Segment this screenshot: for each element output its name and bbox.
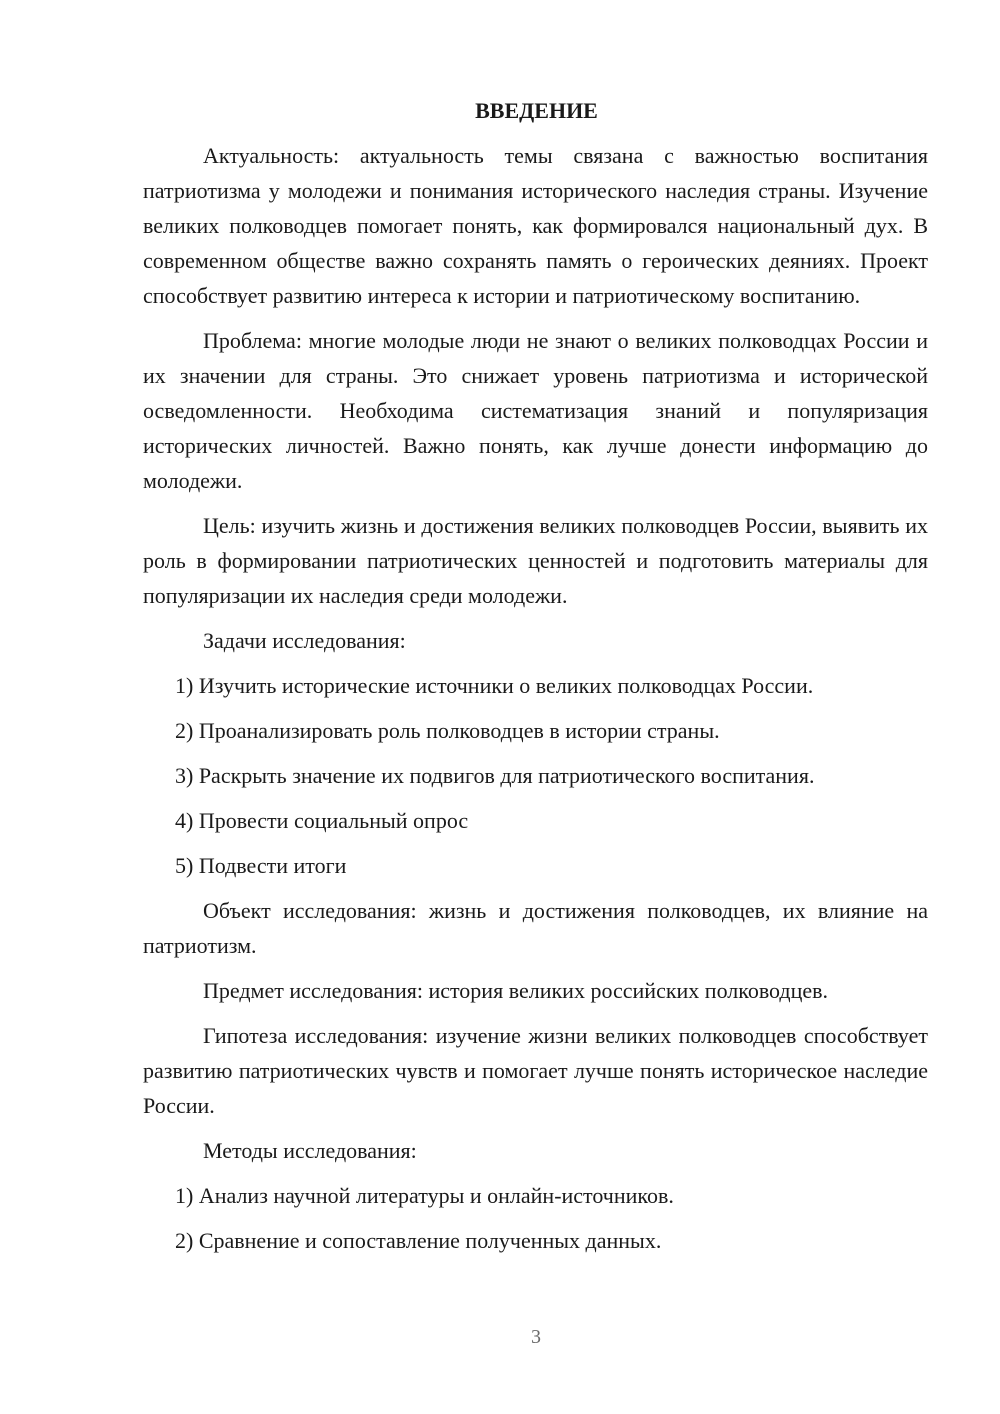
goal-paragraph: Цель: изучить жизнь и достижения великих полководцев России, выявить их роль в формировании патриотических ценностей и подготовить материалы для популяризации их наследия среди молодежи. (143, 513, 928, 608)
tasks-list (143, 668, 928, 883)
task-item: 3) Раскрыть значение их подвигов для патриотического воспитания. (175, 763, 815, 788)
document-page (143, 96, 928, 1268)
object-paragraph: Объект исследования: жизнь и достижения полководцев, их влияние на патриотизм. (143, 898, 928, 958)
hypothesis-paragraph: Гипотеза исследования: изучение жизни великих полководцев способствует развитию патриотических чувств и помогает лучше понять историческое наследие России. (143, 1023, 928, 1118)
task-item: 5) Подвести итоги (175, 853, 347, 878)
method-item: 1) Анализ научной литературы и онлайн-источников. (175, 1183, 674, 1208)
relevance-paragraph: Актуальность: актуальность темы связана с важностью воспитания патриотизма у молодежи и понимания исторического наследия страны. Изучение великих полководцев помогает понять, как формировался национальный дух. В современном обществе важно сохранять память о героических деяниях. Проект способствует развитию интереса к истории и патриотическому воспитанию. (143, 143, 928, 308)
tasks-label: Задачи исследования: (203, 628, 406, 653)
task-item: 4) Провести социальный опрос (175, 808, 469, 833)
page-title: ВВЕДЕНИЕ (475, 98, 598, 123)
methods-list (143, 1178, 928, 1258)
method-item: 2) Сравнение и сопоставление полученных данных. (175, 1228, 662, 1253)
subject-paragraph: Предмет исследования: история великих российских полководцев. (203, 978, 829, 1003)
task-item: 1) Изучить исторические источники о великих полководцах России. (175, 673, 814, 698)
page-number: 3 (531, 1326, 541, 1348)
problem-paragraph: Проблема: многие молодые люди не знают о великих полководцах России и их значении для страны. Это снижает уровень патриотизма и исторической осведомленности. Необходима систематизация знаний и популяризация исторических личностей. Важно понять, как лучше донести информацию до молодежи. (143, 328, 928, 493)
task-item: 2) Проанализировать роль полководцев в истории страны. (175, 718, 720, 743)
methods-label: Методы исследования: (203, 1138, 417, 1163)
